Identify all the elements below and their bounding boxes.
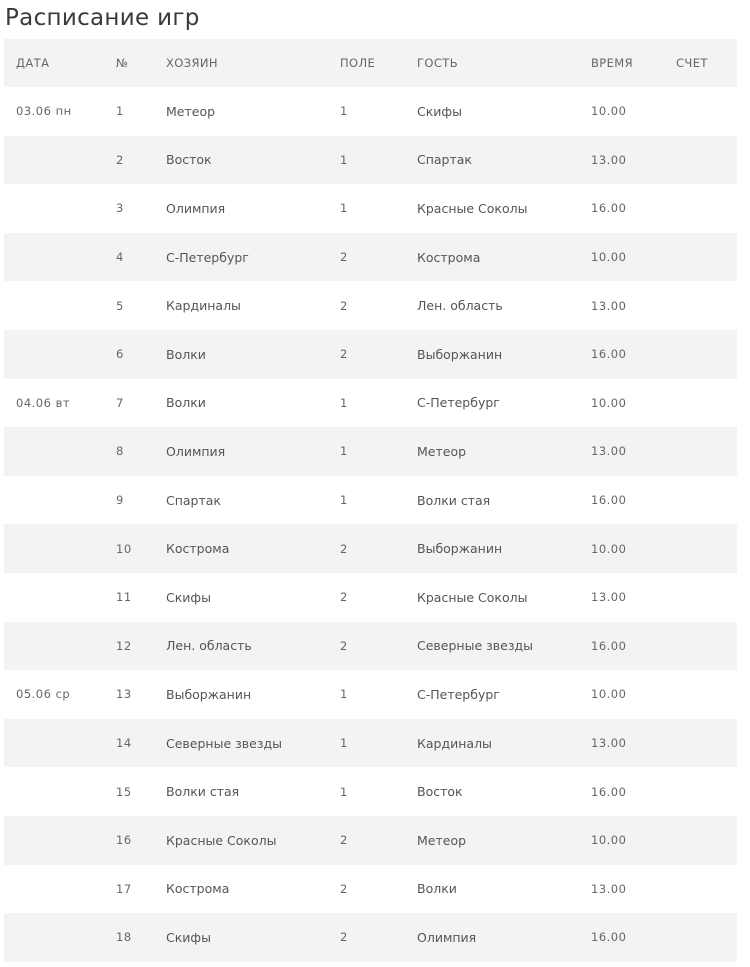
table-row — [4, 573, 737, 622]
table-row — [4, 233, 737, 282]
cell-guest: Кострома — [417, 249, 481, 265]
table-row — [4, 670, 737, 719]
cell-num: 9 — [116, 493, 124, 508]
cell-score — [664, 330, 737, 379]
cell-score — [664, 913, 737, 962]
table-row — [4, 184, 737, 233]
cell-date — [4, 281, 104, 330]
cell-score — [664, 816, 737, 865]
cell-date — [4, 136, 104, 185]
cell-host: Скифы — [166, 589, 211, 605]
cell-num: 4 — [116, 250, 124, 265]
cell-time: 13.00 — [591, 736, 627, 751]
cell-num: 13 — [116, 687, 132, 702]
table-row — [4, 767, 737, 816]
cell-field: 2 — [340, 881, 348, 896]
cell-guest: С-Петербург — [417, 686, 500, 702]
cell-guest: Метеор — [417, 443, 467, 459]
cell-time: 10.00 — [591, 104, 627, 119]
cell-time: 10.00 — [591, 833, 627, 848]
cell-date — [4, 184, 104, 233]
cell-guest: Выборжанин — [417, 541, 503, 557]
cell-guest: Олимпия — [417, 929, 477, 945]
cell-num: 6 — [116, 347, 124, 362]
table-row — [4, 330, 737, 379]
cell-time: 13.00 — [591, 444, 627, 459]
cell-date — [4, 865, 104, 914]
cell-field: 1 — [340, 493, 348, 508]
cell-host: Метеор — [166, 103, 216, 119]
cell-date: 04.06 вт — [16, 395, 71, 410]
cell-score — [664, 767, 737, 816]
cell-field: 2 — [340, 930, 348, 945]
cell-date — [4, 233, 104, 282]
cell-time: 10.00 — [591, 541, 627, 556]
cell-host: Восток — [166, 152, 212, 168]
cell-score — [664, 87, 737, 136]
cell-guest: Волки стая — [417, 492, 491, 508]
cell-field: 1 — [340, 784, 348, 799]
column-header-num: № — [116, 56, 129, 70]
cell-date — [4, 719, 104, 768]
table-row — [4, 136, 737, 185]
cell-score — [664, 379, 737, 428]
cell-time: 10.00 — [591, 395, 627, 410]
cell-time: 16.00 — [591, 493, 627, 508]
cell-date — [4, 524, 104, 573]
cell-score — [664, 184, 737, 233]
cell-guest: Спартак — [417, 152, 472, 168]
cell-time: 16.00 — [591, 347, 627, 362]
cell-guest: Метеор — [417, 832, 467, 848]
table-row — [4, 524, 737, 573]
cell-score — [664, 670, 737, 719]
column-header-score: СЧЕТ — [676, 56, 708, 70]
column-header-date: ДАТА — [16, 56, 50, 70]
cell-num: 12 — [116, 638, 132, 653]
cell-time: 13.00 — [591, 152, 627, 167]
cell-score — [664, 622, 737, 671]
cell-date — [4, 816, 104, 865]
cell-date — [4, 476, 104, 525]
cell-score — [664, 573, 737, 622]
cell-guest: Северные звезды — [417, 638, 533, 654]
cell-num: 10 — [116, 541, 132, 556]
cell-field: 2 — [340, 590, 348, 605]
cell-host: Волки — [166, 395, 206, 411]
cell-time: 10.00 — [591, 687, 627, 702]
cell-num: 16 — [116, 833, 132, 848]
table-row — [4, 427, 737, 476]
cell-host: Спартак — [166, 492, 221, 508]
cell-guest: Красные Соколы — [417, 200, 528, 216]
table-row — [4, 816, 737, 865]
cell-time: 16.00 — [591, 201, 627, 216]
cell-score — [664, 865, 737, 914]
table-row — [4, 476, 737, 525]
cell-time: 16.00 — [591, 784, 627, 799]
table-row — [4, 87, 737, 136]
cell-score — [664, 281, 737, 330]
cell-time: 13.00 — [591, 298, 627, 313]
table-row — [4, 379, 737, 428]
cell-num: 8 — [116, 444, 124, 459]
cell-num: 1 — [116, 104, 124, 119]
cell-guest: Красные Соколы — [417, 589, 528, 605]
cell-field: 2 — [340, 541, 348, 556]
cell-host: Волки — [166, 346, 206, 362]
table-row — [4, 719, 737, 768]
column-header-field: ПОЛЕ — [340, 56, 376, 70]
cell-score — [664, 719, 737, 768]
cell-num: 15 — [116, 784, 132, 799]
cell-guest: Восток — [417, 784, 463, 800]
cell-date — [4, 573, 104, 622]
cell-field: 2 — [340, 638, 348, 653]
cell-guest: Кардиналы — [417, 735, 492, 751]
cell-host: Лен. область — [166, 638, 252, 654]
table-row — [4, 622, 737, 671]
cell-score — [664, 476, 737, 525]
cell-date — [4, 427, 104, 476]
cell-field: 2 — [340, 250, 348, 265]
cell-num: 3 — [116, 201, 124, 216]
cell-host: Кострома — [166, 881, 230, 897]
cell-field: 1 — [340, 687, 348, 702]
cell-date: 05.06 ср — [16, 687, 71, 702]
cell-host: Выборжанин — [166, 686, 252, 702]
cell-num: 14 — [116, 736, 132, 751]
cell-num: 7 — [116, 395, 124, 410]
table-row — [4, 281, 737, 330]
cell-date — [4, 622, 104, 671]
cell-score — [664, 233, 737, 282]
cell-num: 5 — [116, 298, 124, 313]
cell-host: Волки стая — [166, 784, 240, 800]
cell-date — [4, 330, 104, 379]
cell-host: Красные Соколы — [166, 832, 277, 848]
cell-field: 2 — [340, 833, 348, 848]
cell-field: 1 — [340, 444, 348, 459]
cell-host: Кострома — [166, 541, 230, 557]
cell-field: 2 — [340, 347, 348, 362]
cell-guest: Лен. область — [417, 298, 503, 314]
cell-num: 11 — [116, 590, 132, 605]
schedule-table — [4, 39, 737, 962]
cell-guest: С-Петербург — [417, 395, 500, 411]
column-header-guest: ГОСТЬ — [417, 56, 459, 70]
cell-time: 16.00 — [591, 930, 627, 945]
cell-time: 10.00 — [591, 250, 627, 265]
cell-host: Северные звезды — [166, 735, 282, 751]
cell-field: 1 — [340, 736, 348, 751]
cell-guest: Волки — [417, 881, 457, 897]
table-body — [4, 87, 737, 962]
page-title: Расписание игр — [5, 5, 200, 31]
table-row — [4, 865, 737, 914]
cell-num: 2 — [116, 152, 124, 167]
cell-field: 1 — [340, 104, 348, 119]
column-header-host: ХОЗЯИН — [166, 56, 218, 70]
cell-host: С-Петербург — [166, 249, 249, 265]
cell-host: Олимпия — [166, 443, 226, 459]
cell-field: 1 — [340, 395, 348, 410]
cell-host: Скифы — [166, 929, 211, 945]
cell-score — [664, 136, 737, 185]
cell-host: Кардиналы — [166, 298, 241, 314]
cell-field: 2 — [340, 298, 348, 313]
cell-date — [4, 913, 104, 962]
column-header-time: ВРЕМЯ — [591, 56, 634, 70]
cell-guest: Скифы — [417, 103, 462, 119]
cell-field: 1 — [340, 152, 348, 167]
cell-score — [664, 427, 737, 476]
cell-time: 16.00 — [591, 638, 627, 653]
cell-time: 13.00 — [591, 590, 627, 605]
cell-date — [4, 767, 104, 816]
table-row — [4, 913, 737, 962]
table-header-row — [4, 39, 737, 87]
cell-num: 17 — [116, 881, 132, 896]
cell-guest: Выборжанин — [417, 346, 503, 362]
cell-field: 1 — [340, 201, 348, 216]
cell-host: Олимпия — [166, 200, 226, 216]
cell-date: 03.06 пн — [16, 104, 72, 119]
cell-time: 13.00 — [591, 881, 627, 896]
cell-num: 18 — [116, 930, 132, 945]
cell-score — [664, 524, 737, 573]
